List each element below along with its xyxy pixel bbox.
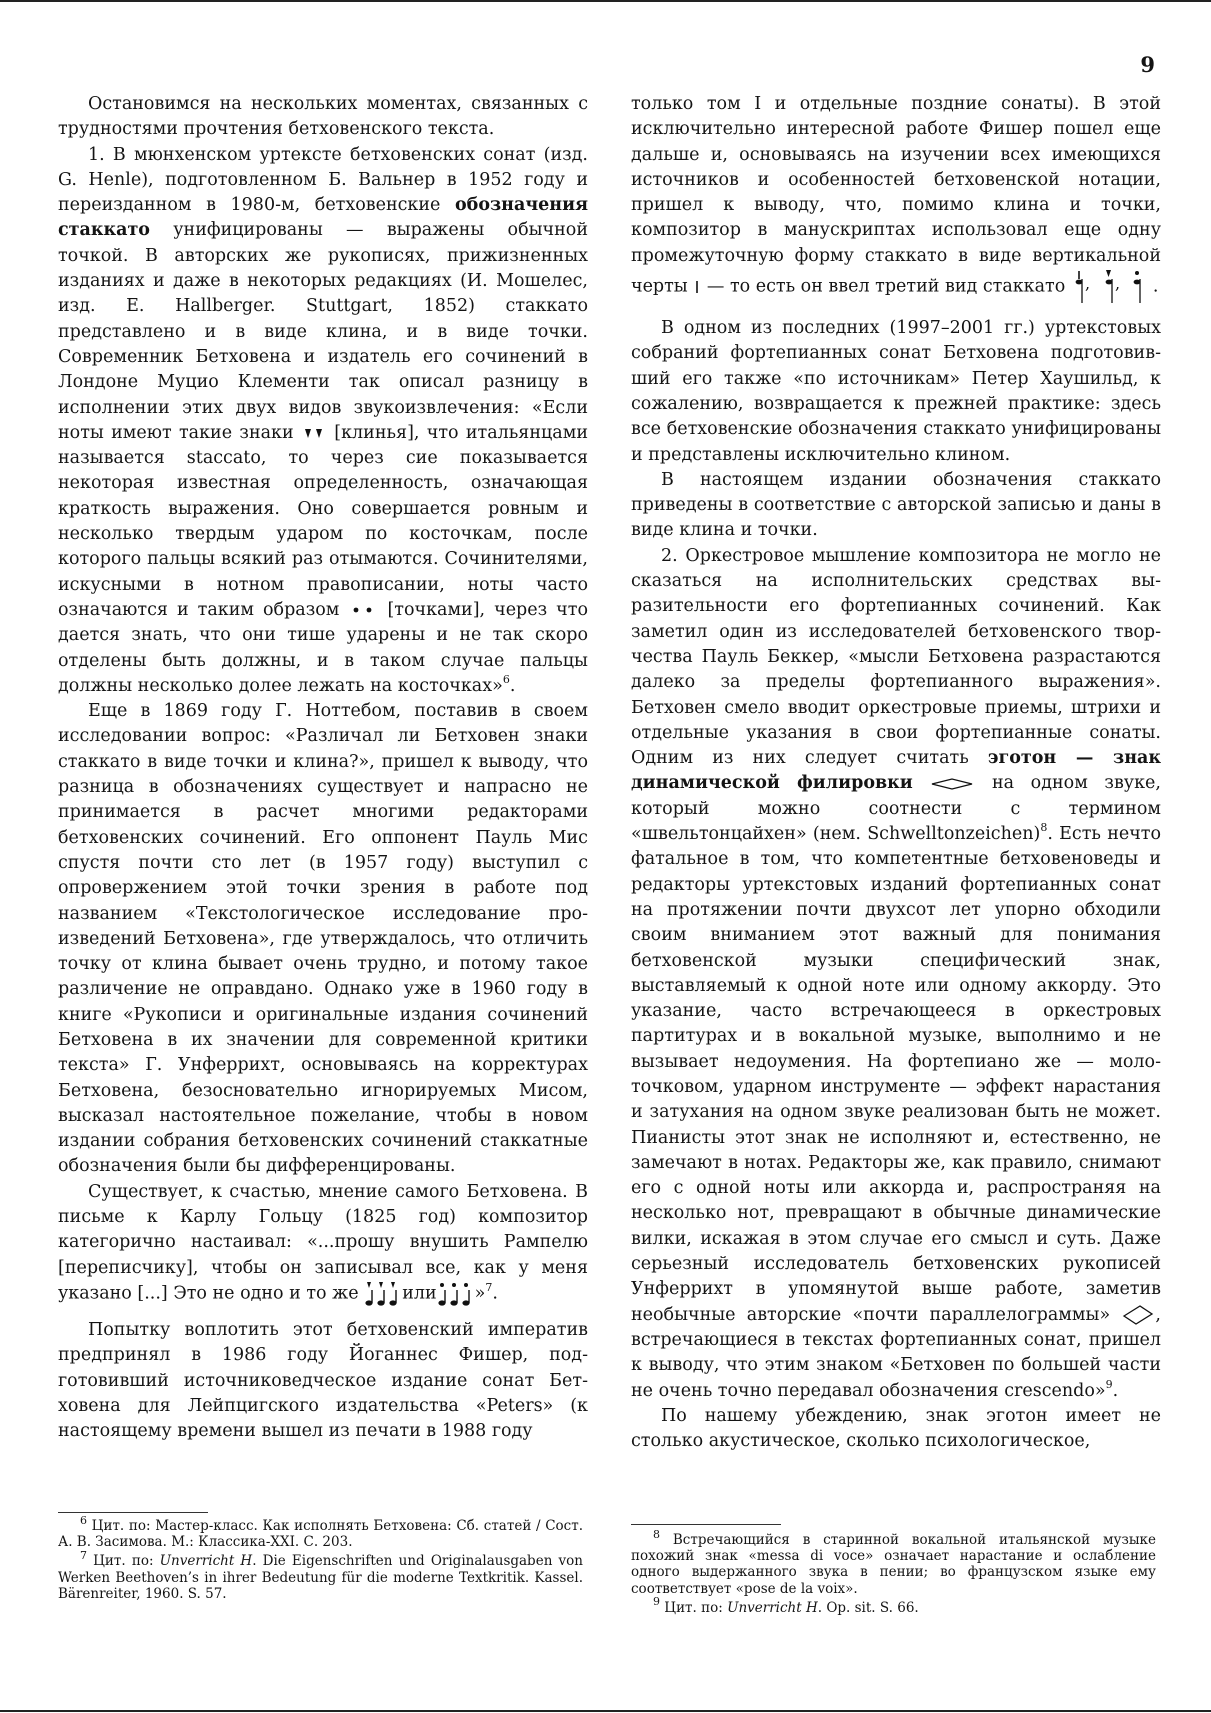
paragraph: Попытку воплотить этот бетховенский императив предпринял в 1986 году Йоганнес Фишер, подготовивший источниковедческое издание сонат Бетховена для Лейпцигского издательства «Peters» (к настоящему времени вышел из печати в 1988 году xyxy=(58,1319,588,1442)
notes-with-dots-icon xyxy=(437,1281,475,1307)
footnote-6: $^6$ Цит. по: Мастер-класс. Как исполнять Бетховена: Сб. статей / Сост. А. В. Засимова. М.: Классика-XXI. С. 203. xyxy=(58,1513,583,1551)
diamond-hairpin-icon xyxy=(929,777,975,791)
bottom-rule xyxy=(0,1710,1211,1712)
footnote-7: $^7$ Цит. по: Unverricht H. Die Eigenschriften und Originalausgaben von Werken Beethoven’s in ihrer Bedeutung für die moderne Textkritik. Kassel. Bärenreiter, 1960. S. 57. xyxy=(58,1548,583,1602)
bold-term-staccato: обозначения стаккато xyxy=(58,195,588,241)
footnotes-left xyxy=(58,1513,583,1605)
three-staccato-notes-icon xyxy=(1071,269,1153,305)
bold-term-egoton: эготон — знак динамической филировки xyxy=(631,748,1162,794)
footnote-rule xyxy=(58,1512,208,1513)
paragraph: По нашему убеждению, знак эготон имеет не столько акустическое, сколько психологическое, xyxy=(631,1405,1161,1452)
left-column xyxy=(58,92,588,1444)
wedge-staccato-icon xyxy=(301,425,327,441)
svg-text:,: , xyxy=(1114,274,1120,294)
paragraph: Остановимся на нескольких моментах, связанных с трудностями прочтения бетховенского текста. xyxy=(58,94,588,140)
paragraph: только том I и отдельные поздние сонаты). В этой исключительно интересной работе Фишер пошел еще дальше и, основываясь на изучении всех имеющихся источников и особенностей бетховенской нотации, пришел к выводу, что, помимо клина и точки, композитор в манускриптах использовал еще одну промежуточную форму стаккато в виде вертикальной черты — то есть он ввел третий вид стаккато , , . xyxy=(631,92,1161,305)
notes-with-wedges-icon xyxy=(364,1281,402,1307)
top-rule xyxy=(0,0,1211,2)
footnotes-right xyxy=(631,1527,1156,1619)
paragraph: Существует, к счастью, мнение самого Бетховена. В письме к Карлу Гольцу (1825 год) композитор категорично настаивал: «...прошу внушить Рампелю [переписчику], чтобы он записывал все, как у меня указано [...] Это не одно и то же или »$^7$. xyxy=(58,1180,588,1307)
page-number: 9 xyxy=(1140,52,1155,77)
right-column xyxy=(631,92,1161,1454)
footnote-8: $^8$ Встречающийся в старинной вокальной итальянской музыке похожий знак «messa di voce» означает нарастание и ослабление одного выдержанного звука в пении; во французском языке ему соответствует «pose de la voix». xyxy=(631,1527,1156,1597)
paragraph: Еще в 1869 году Г. Ноттебом, поставив в своем исследовании вопрос: «Различал ли Бетховен знаки стаккато в виде точки и клина?», пришел к выводу, что разница в обозначениях существует и напрасно не принимается в расчет многими редакторами бетховенских сочинений. Его оппонент Пауль Мис спустя почти сто лет (в 1957 году) выступил с опровержением этой точки зрения в работе под названием «Текстологическое исследование произведений Бетховена», где утверждалось, что отличить точку от клина бывает очень трудно, и потому такое различение не оправдано. Однако уже в 1960 году в книге «Рукописи и оригинальные издания сочинений Бетховена в их значении для современной критики текста» Г. Унферрихт, основываясь на корректурах Бетховена, безосновательно игнорируемых Мисом, высказал настоятельное пожелание, чтобы в новом издании собрания бетховенских сочинений стаккатные обозначения были бы дифференцированы. xyxy=(58,701,588,1177)
dot-staccato-icon xyxy=(348,604,378,616)
paragraph: 1. В мюнхенском уртексте бетховенских сонат (изд. G. Henle), подготовленном Б. Вальнер в 1952 году и переизданном в 1980-м, бетховенские обозначения стаккато унифицированы — выражены обычной точкой. В авторских же рукописях, прижизненных изданиях и даже в некоторых редакциях (И. Мошелес, изд. E. Hallberger. Stuttgart, 1852) стаккато представлено и в виде клина, и в виде точки. Современник Бетховена и издатель его сочинений в Лондоне Муцио Клементи так описал разницу в исполнении этих двух видов звукоизвлечения: «Если ноты имеют такие знаки [клинья], что итальянцами называется staccato, то через сие показывается некоторая известная определенность, означающая краткость выражения. Оно совершается ровным и несколько твердым ударом по косточкам, после которого пальцы всякий раз отымаются. Сочинителями, искусными в нотном правописании, ноты часто означаются и таким образом [точками], через что дается знать, что они тише ударены и не так скоро отделены быть должны, и в таком случае пальцы должны несколько долее лежать на косточках»$^6$. xyxy=(58,144,588,696)
paragraph: В одном из последних (1997–2001 гг.) уртекстовых собраний фортепианных сонат Бетховена подготовивший его также «по источникам» Петер Хаушильд, к сожалению, возвращается к прежней практике: здесь все бетховенские обозначения стаккато унифицированы и представлены исключительно клином. xyxy=(631,318,1161,465)
footnote-9: $^9$ Цит. по: Unverricht H. Op. sit. S. 66. xyxy=(653,1595,919,1616)
footnote-rule xyxy=(631,1524,781,1525)
paragraph: 2. Оркестровое мышление композитора не могло не сказаться на исполнительских средствах выразительности его фортепианных сочинений. Как заметил один из исследователей бетховенского творчества Пауль Беккер, «мысли Бетховена разрастаются далеко за пределы фортепианного выражения». Бетховен смело вводит оркестровые приемы, штрихи и отдельные указания в свои фортепианные сонаты. Одним из них следует считать эготон — знак динамической филировки на одном звуке, который можно соотнести с термином «швельтонцайхен» (нем. Schwelltonzeichen)$^8$. Есть нечто фатальное в том, что компетентные бетховеноведы и редакторы уртекстовых изданий фортепианных сонат на протяжении почти двухсот лет упорно обходили своим вниманием этот важный для понимания бетховенской музыки специфический знак, выставляемый к одной ноте или одному аккорду. Это указание, часто встречающееся в оркестровых партитурах и в вокальной музыке, выполнимо и не вызывает недоумения. На фортепиано же — молоточковом, ударном инструменте — эффект нарастания и затухания на одном звуке реализован быть не может. Пианисты этот знак не исполняют и, естественно, не замечают в нотах. Редакторы же, как правило, снимают его с одной ноты или аккорда и, распространяя на несколько нот, превращают в обычные динамические вилки, искажая в этом случае его смысл и суть. Даже серьезный исследователь бетховенских рукописей Унферрихт в упомянутой выше работе, заметив необычные авторские «почти параллелограммы» , встречающиеся в текстах фортепианных сонат, пришел к выводу, что этим знаком «Бетховен по большей части не очень точно передавал обозначения crescendo»$^9$. xyxy=(631,545,1162,1401)
parallelogram-sign-icon xyxy=(1121,1304,1155,1326)
paragraph: В настоящем издании обозначения стаккато приведены в соответствие с авторской записью и даны в виде клина и точки. xyxy=(631,469,1161,541)
svg-text:,: , xyxy=(1084,274,1090,294)
